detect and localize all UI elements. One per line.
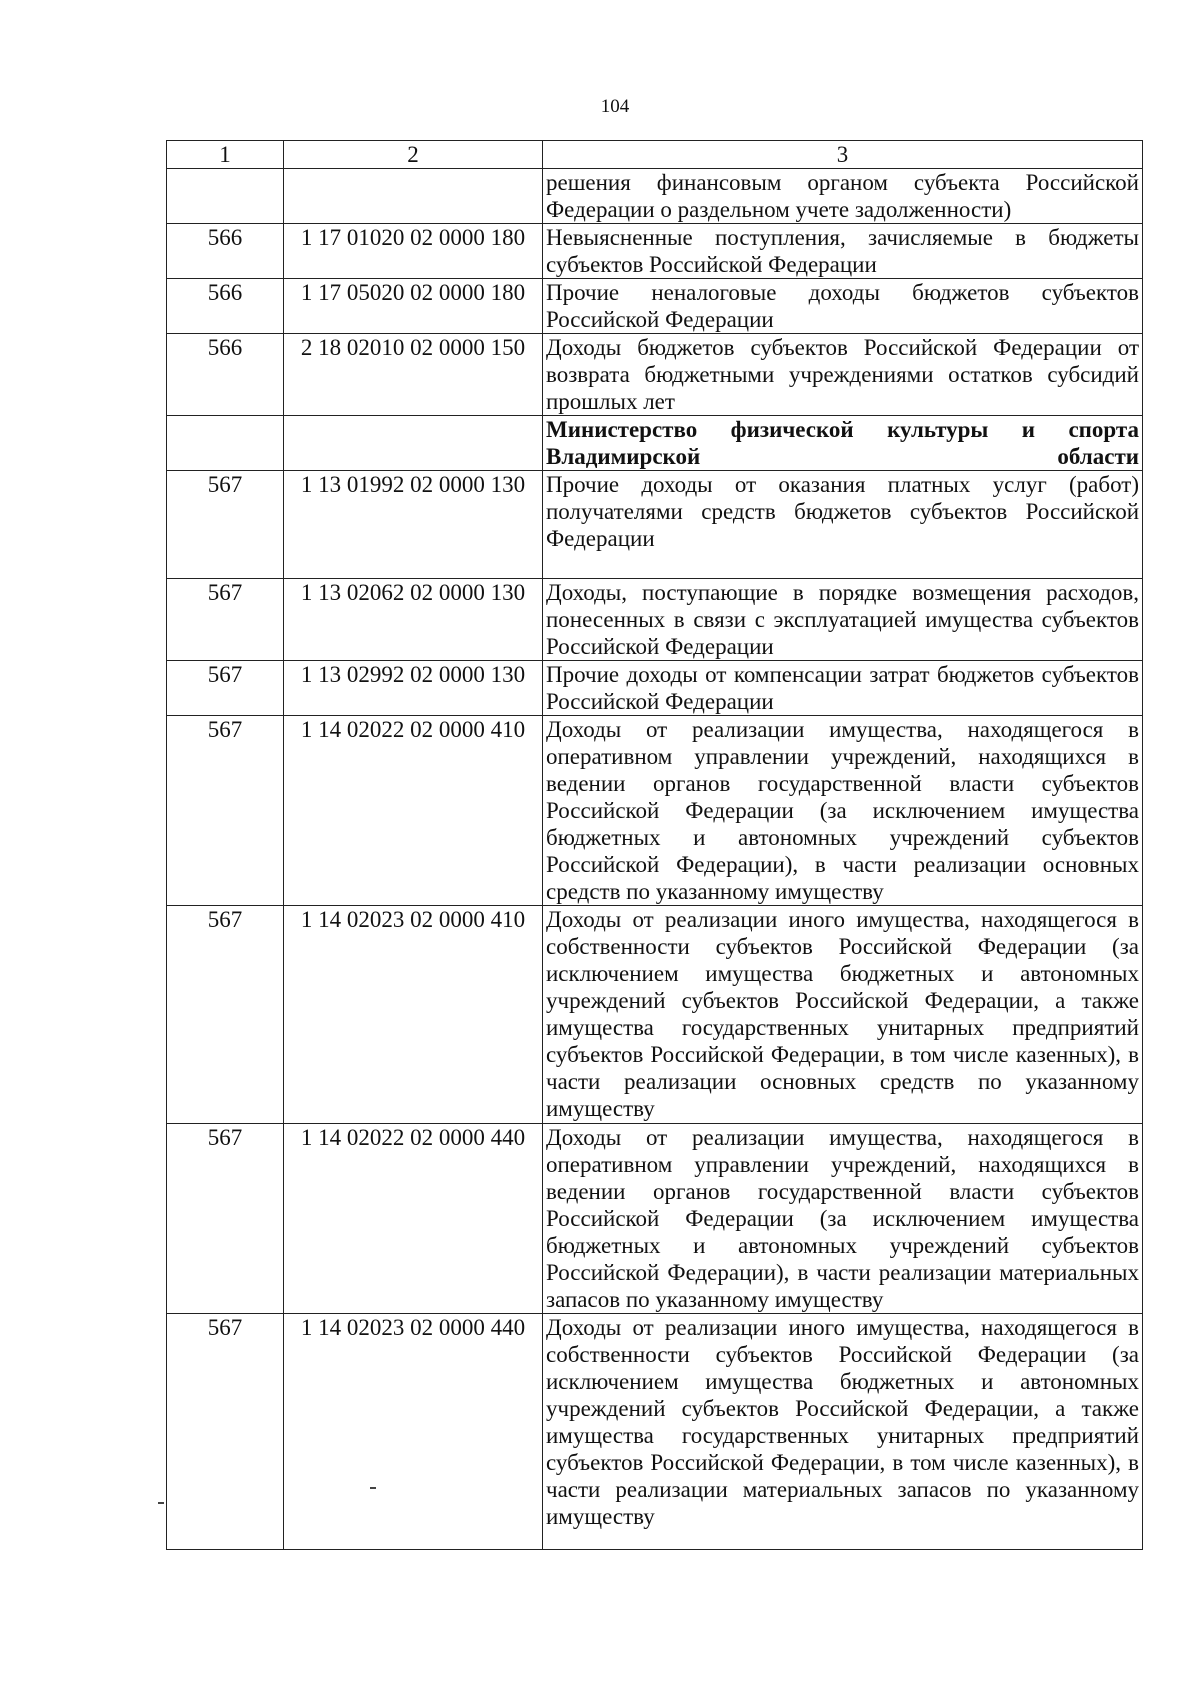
table-row [167,416,1143,471]
admin-code-cell: 567 [167,661,284,716]
description-cell: Прочие доходы от компенсации затрат бюджетов субъектов Российской Федерации [543,661,1143,716]
table-row [167,579,1143,661]
scan-mark [158,1502,164,1504]
revenue-code-cell: 2 18 02010 02 0000 150 [284,334,543,416]
admin-code-cell: 567 [167,906,284,1124]
table-row [167,906,1143,1124]
table-row [167,279,1143,334]
header-cell-3: 3 [543,141,1143,169]
description-cell: Доходы от реализации имущества, находящегося в оперативном управлении учреждений, находящихся в ведении органов государственной власти субъектов Российской Федерации (за исключением имущества бюджетных и автономных учреждений субъектов Российской Федерации), в части реализации материальных запасов по указанному имуществу [543,1124,1143,1314]
revenue-code-cell [284,416,543,471]
admin-code-cell: 567 [167,716,284,906]
description-cell: Доходы от реализации иного имущества, находящегося в собственности субъектов Российской Федерации (за исключением имущества бюджетных и автономных учреждений субъектов Российской Федерации, а также имущества государственных унитарных предприятий субъектов Российской Федерации, в том числе казенных), в части реализации основных средств по указанному имуществу [543,906,1143,1124]
header-cell-2: 2 [284,141,543,169]
description-cell: Доходы бюджетов субъектов Российской Федерации от возврата бюджетными учреждениями остатков субсидий прошлых лет [543,334,1143,416]
revenue-code-cell: 1 17 01020 02 0000 180 [284,224,543,279]
admin-code-cell: 566 [167,279,284,334]
revenue-code-cell: 1 14 02023 02 0000 410 [284,906,543,1124]
admin-code-cell [167,169,284,224]
description-cell: Доходы от реализации иного имущества, находящегося в собственности субъектов Российской Федерации (за исключением имущества бюджетных и автономных учреждений субъектов Российской Федерации, а также имущества государственных унитарных предприятий субъектов Российской Федерации, в том числе казенных), в части реализации материальных запасов по указанному имуществу [543,1314,1143,1550]
admin-code-cell: 567 [167,1124,284,1314]
table-row [167,224,1143,279]
admin-code-cell [167,416,284,471]
description-cell: Прочие доходы от оказания платных услуг (работ) получателями средств бюджетов субъектов Российской Федерации [543,471,1143,579]
revenue-code-cell [284,169,543,224]
admin-code-cell: 566 [167,224,284,279]
description-cell: Невыясненные поступления, зачисляемые в бюджеты субъектов Российской Федерации [543,224,1143,279]
description-cell: решения финансовым органом субъекта Российской Федерации о раздельном учете задолженности) [543,169,1143,224]
scan-mark [370,1487,376,1489]
section-heading-cell: Министерство физической культуры и спорта Владимирской области [543,416,1143,471]
revenue-code-cell: 1 13 02062 02 0000 130 [284,579,543,661]
revenue-code-cell: 1 14 02022 02 0000 410 [284,716,543,906]
table-row [167,661,1143,716]
admin-code-cell: 566 [167,334,284,416]
description-cell: Прочие неналоговые доходы бюджетов субъектов Российской Федерации [543,279,1143,334]
table-row [167,169,1143,224]
revenue-code-cell: 1 13 02992 02 0000 130 [284,661,543,716]
table-row [167,1124,1143,1314]
header-cell-1: 1 [167,141,284,169]
table-row [167,716,1143,906]
table-row [167,471,1143,579]
revenue-code-cell: 1 13 01992 02 0000 130 [284,471,543,579]
table-row [167,334,1143,416]
revenue-codes-table [166,140,1143,1550]
admin-code-cell: 567 [167,579,284,661]
page-number: 104 [600,96,630,117]
table-row [167,1314,1143,1550]
description-cell: Доходы, поступающие в порядке возмещения расходов, понесенных в связи с эксплуатацией имущества субъектов Российской Федерации [543,579,1143,661]
admin-code-cell: 567 [167,471,284,579]
revenue-code-cell: 1 14 02023 02 0000 440 [284,1314,543,1550]
revenue-code-cell: 1 14 02022 02 0000 440 [284,1124,543,1314]
admin-code-cell: 567 [167,1314,284,1550]
table-header-row [167,141,1143,169]
description-cell: Доходы от реализации имущества, находящегося в оперативном управлении учреждений, находящихся в ведении органов государственной власти субъектов Российской Федерации (за исключением имущества бюджетных и автономных учреждений субъектов Российской Федерации), в части реализации основных средств по указанному имуществу [543,716,1143,906]
revenue-code-cell: 1 17 05020 02 0000 180 [284,279,543,334]
